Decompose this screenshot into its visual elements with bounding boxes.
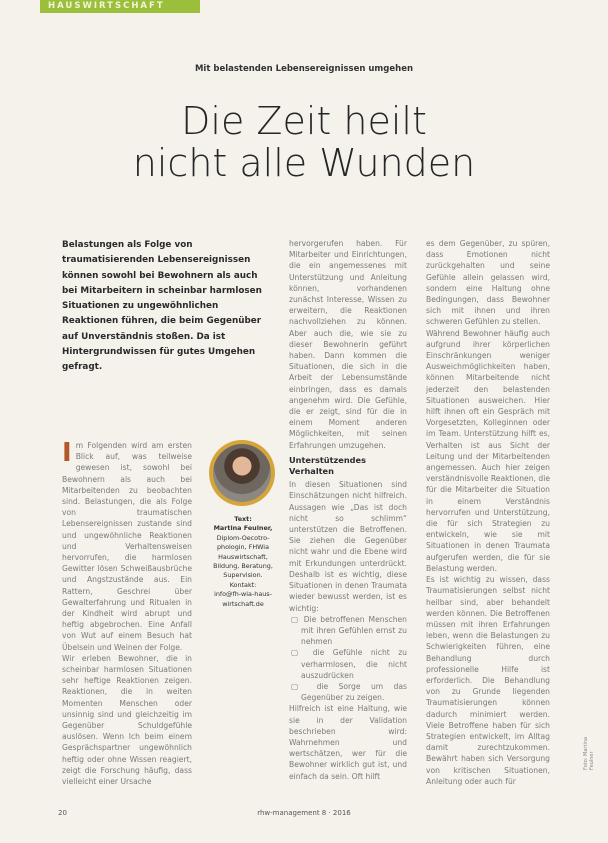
body-paragraph: Wir erleben Bewohner, die in scheinbar harmlosen Situationen sehr heftige Reaktionen zeigen. Reaktionen, die in weiten Momenten Menschen oder unsinnig sind und gleichzeitig im Gegenüber Schuldgefühle auslösen. Wenn Ich beim einem Gesprächspartner ungewöhnlich heftig oder ohne Wissen reagiert, zeigt die Forschung häufig, dass vielleicht einer Ursache xyxy=(62,653,192,787)
author-portrait xyxy=(209,440,275,506)
body-column-1 xyxy=(62,440,192,787)
section-label: HAUSWIRTSCHAFT xyxy=(48,1,165,11)
title-line-1: Die Zeit heilt xyxy=(181,99,427,143)
bullet-item: ▢ die Gefühle nicht zu verharmlosen, die nicht auszudrücken xyxy=(291,648,407,680)
title-line-2: nicht alle Wunden xyxy=(132,141,476,185)
author-line: Supervision. xyxy=(223,571,263,580)
section-header-band xyxy=(40,0,200,13)
article-title xyxy=(0,100,608,184)
page-number: 20 xyxy=(58,809,67,817)
body-column-3 xyxy=(426,238,550,787)
body-paragraph: In diesen Situationen sind Einschätzungen nicht hilfreich. Aussagen wie „Das ist doch nicht so schlimm“ unterstützen die Betroffenen. Sie ziehen die Gegenüber nicht wahr und die Ebene wird mit Erkundungen unterdrückt. Deshalb ist es wichtig, diese Situationen in denen Traumata wieder bewusst werden, ist es wichtig: xyxy=(289,480,407,613)
body-paragraph: Während Bewohner häufig auch aufgrund ihrer körperlichen Einschränkungen weniger Ausweichmöglichkeiten haben, können Mitarbeitende nicht jederzeit den belastenden Situationen ausweichen. Hier hilft ihnen oft ein Gespräch mit Vorgesetzten, Kolleginnen oder im Team. Unterstützung hilft es, Verhalten ist aus Sicht der Leitung und der Mitarbeitenden angemessen. Auch hier zeigen verständnisvolle Reaktionen, die für die Mitarbeiter die Situation in einem Verständnis hervorrufen und Unterstützung, die für sich Strategien zu entwickeln, wie sie mit Situationen in denen Traumata aufgerufen werden, die für sie Belastung werden. xyxy=(426,328,550,573)
article-intro: Belastungen als Folge von traumatisierenden Lebensereignissen können sowohl bei Bewohnern als auch bei Mitarbeitern in scheinbar harmlosen Situationen zu ungewöhnlichen Reaktionen führen, die beim Gegenüber auf Unverständnis stoßen. Da ist Hintergrundwissen für gutes Umgehen gefragt. xyxy=(62,240,262,373)
body-paragraph: Es ist wichtig zu wissen, dass Traumatisierungen selbst nicht heilbar sind, aber behandelt werden können. Die Betroffenen müssen mit ihren Erfahrungen leben, wenn die Belastungen zu Schwierigkeiten führen, eine Behandlung durch professionelle Hilfe ist erforderlich. Die Behandlung von zu Grunde liegenden Traumatisierungen können dadurch minimiert werden. Viele Betroffene haben für sich Strategien entwickelt, im Alltag damit zurechtzukommen. Bewährt haben sich Versorgung von kritischen Situationen, Anleitung oder auch für xyxy=(426,575,550,786)
author-name: Martina Feulner, xyxy=(213,524,273,533)
bullet-item: ▢ die Sorge um das Gegenüber zu zeigen. xyxy=(291,681,407,703)
bullet-item: ▢ Die betroffenen Menschen mit ihren Gefühlen ernst zu nehmen xyxy=(291,614,407,647)
author-line: Hauswirtschaft, xyxy=(218,552,268,561)
article-kicker: Mit belastenden Lebensereignissen umgehen xyxy=(194,64,414,74)
author-email: wirtschaft.de xyxy=(222,599,264,608)
body-paragraph: hervorgerufen haben. Für Mitarbeiter und Einrichtungen, die ein angemessenes mit Unterstützung und Anleitung können, vorhandenen zunächst Interesse, Wissen zu erweitern, die Reaktionen nachvollziehen zu können. Aber auch die, wie sie zu dieser Bewohnerin geführt haben. Dann kommen die Situationen, die sich in die Arbeit der Lebensumstände einbringen, dass es damals angenehm wird. Die Gefühle, die er zeigt, sind für die in einem Moment anderen Möglichkeiten, mit seinen Erfahrungen umzugehen. xyxy=(289,239,407,450)
author-photo xyxy=(213,444,271,502)
author-line: phologin, FHWia xyxy=(217,543,269,552)
author-label: Text: xyxy=(234,515,252,523)
author-box xyxy=(200,515,286,609)
subheading: Unterstützendes Verhalten xyxy=(289,454,366,477)
photo-credit: Foto: Martina Feulner xyxy=(583,736,595,770)
author-line: Diplom-Oecotro- xyxy=(216,533,270,542)
author-email: info@fh-wia-haus- xyxy=(214,590,272,599)
body-paragraph: Im Folgenden wird am ersten Blick auf, was teilweise gewesen ist, sowohl bei Bewohnern als auch bei Mitarbeitenden zu beobachten sind. Belastungen, die als Folge von traumatischen Lebensereignissen zustande sind und ungewöhnliche Reaktionen und Verhaltensweisen hervorrufen, die harmlosen Gewitter lösen Schweißausbrüche und Angstzustände aus. Ein Rattern, Geschrei über Gewalterfahrung und Ritualen in der Kindheit wird abrupt und heftig abgebrochen. Eine Anfall von Wut auf einem Besuch hat Übelsein und Weinen der Folge. xyxy=(62,438,192,652)
author-line: Kontakt: xyxy=(229,580,257,589)
body-column-2 xyxy=(289,238,407,782)
body-paragraph: Hilfreich ist eine Haltung, wie sie in der Validation beschrieben wird: Wahrnehmen und wertschätzen, wer für die Bewohner wirklich gut ist, und einfach da sein. Oft hilft xyxy=(289,704,407,781)
author-line: Bildung, Beratung, xyxy=(213,562,273,571)
body-paragraph: es dem Gegenüber, zu spüren, dass Emotionen nicht zurückgehalten und seine Gefühle allein gelassen wird, sondern eine Haltung ohne Bedingungen, dass Bewohner sich mit ihnen und ihren schweren Gefühlen zu stellen. xyxy=(426,239,550,327)
magazine-footer: rhw-management 8 · 2016 xyxy=(257,809,351,817)
drop-cap: I xyxy=(62,438,72,468)
